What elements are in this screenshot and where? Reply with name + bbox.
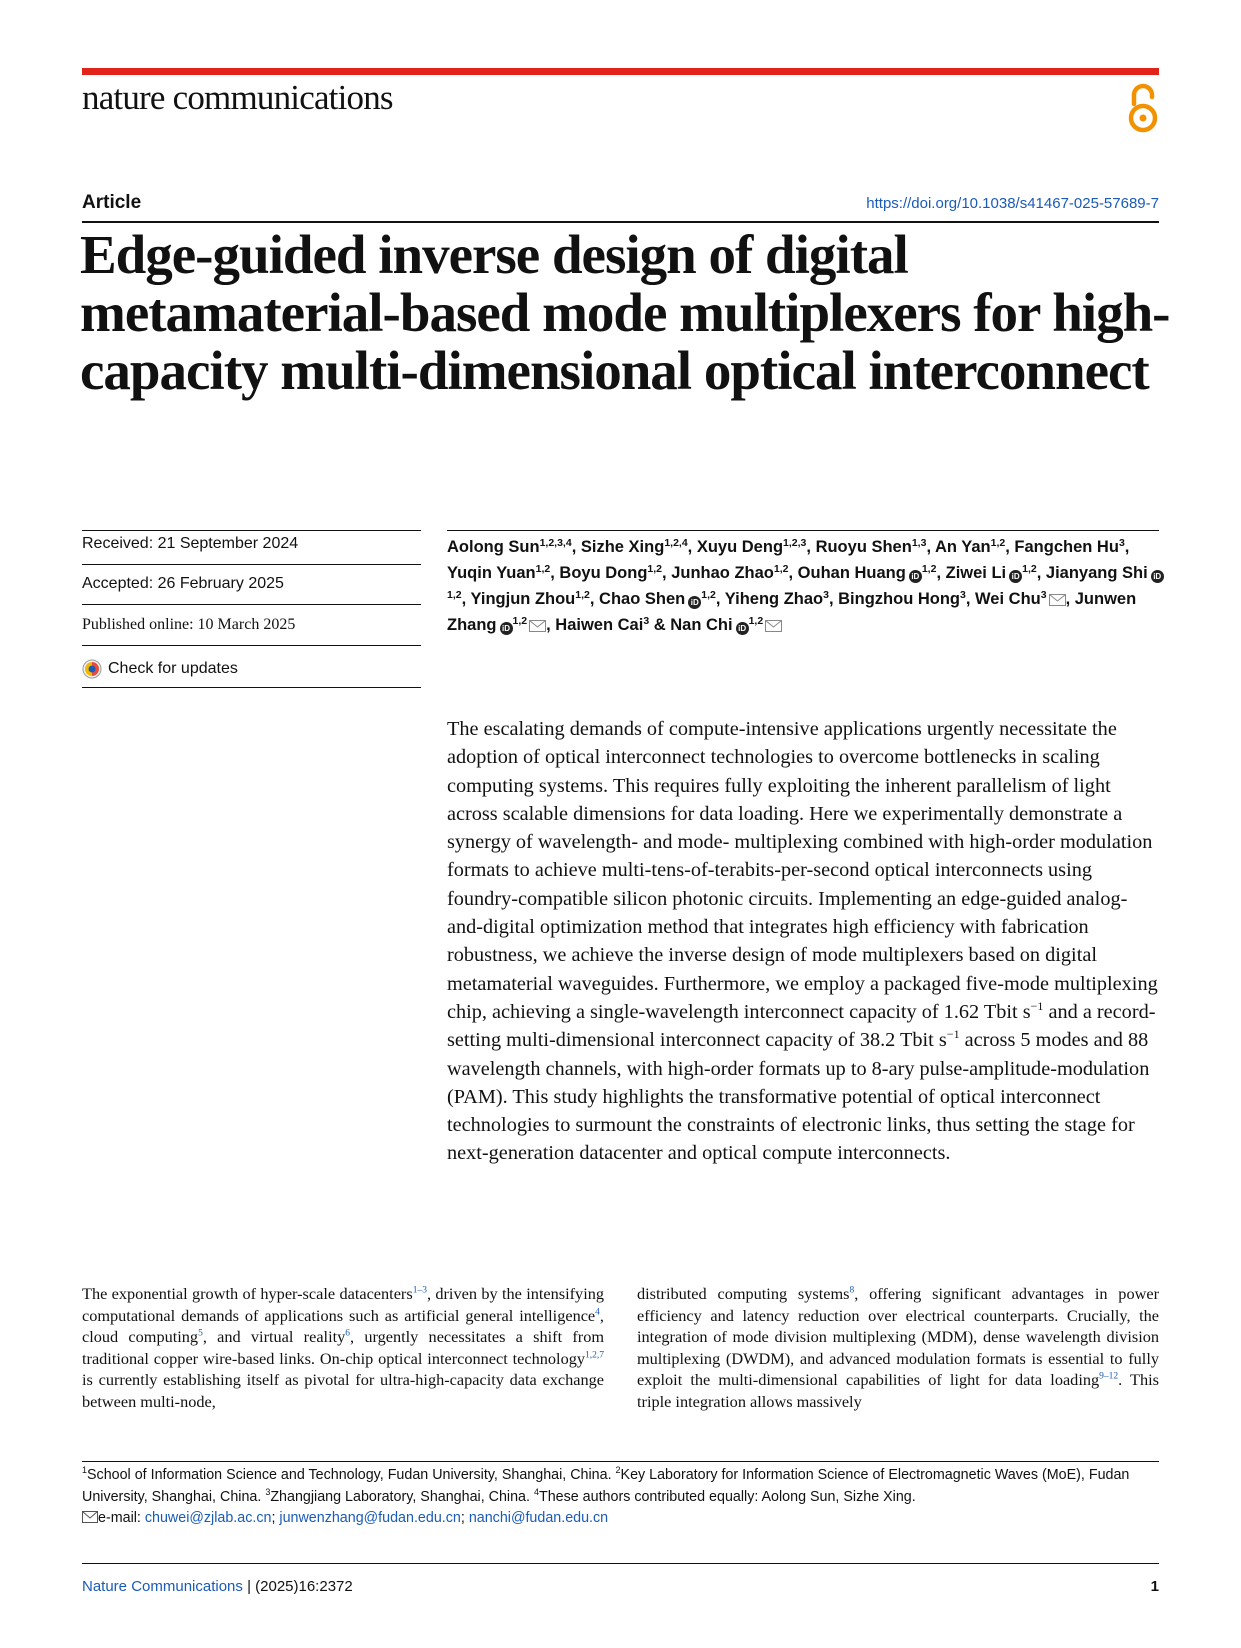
email-link-junwenzhang[interactable]: junwenzhang@fudan.edu.cn [279, 1510, 461, 1526]
author-name[interactable]: Boyu Dong [559, 564, 648, 582]
author-affiliation: 3 [643, 615, 650, 627]
author-affiliation: 1,2 [447, 589, 462, 601]
author-affiliation: 1,2 [773, 563, 789, 575]
affiliations-footnote: $^1$School of Information Science and Technology, Fudan University, Shanghai, China. $^2$Key Laboratory for Information Science of Electromagnetic Waves (MoE), Fudan University, Shanghai, China. $^3$Zhangjiang Laboratory, Shanghai, China. $^4$These authors contributed equally: Aolong Sun, Sizhe Xing. e-mail: chuwei@zjlab.ac.cn; junwenzhang@fudan.edu.cn; nanchi@fudan.edu.cn [82, 1465, 1130, 1526]
author-affiliation: 1,2 [921, 563, 937, 575]
accepted-date: Accepted: 26 February 2025 [82, 575, 284, 592]
author-affiliation: 1,2 [701, 589, 716, 601]
author-affiliation: 1,2 [990, 537, 1006, 549]
author-name[interactable]: Yingjun Zhou [470, 590, 576, 608]
reference-link[interactable]: 5 [198, 1328, 203, 1339]
author-name[interactable]: Fangchen Hu [1014, 538, 1119, 556]
reference-link[interactable]: 4 [595, 1307, 600, 1318]
orcid-icon[interactable]: iD [1009, 570, 1022, 583]
author-affiliation: 1,2 [1022, 563, 1037, 575]
author-name[interactable]: Bingzhou Hong [838, 590, 961, 608]
orcid-icon[interactable]: iD [1151, 570, 1164, 583]
author-name[interactable]: Ziwei Li [945, 564, 1007, 582]
reference-link[interactable]: 1–3 [412, 1285, 427, 1296]
article-title: Edge-guided inverse design of digital metamaterial-based mode multiplexers for high-capacity multi-dimensional optical interconnect [80, 224, 1170, 401]
author-name[interactable]: Haiwen Cai [555, 616, 644, 634]
header-accent-bar [82, 68, 1159, 75]
reference-link[interactable]: 6 [345, 1328, 351, 1339]
author-name[interactable]: Chao Shen [599, 590, 686, 608]
journal-name: nature communications [82, 78, 393, 117]
published-date: Published online: 10 March 2025 [82, 616, 296, 633]
author-affiliation: 1,2 [512, 615, 528, 627]
author-affiliation: 3 [1040, 589, 1047, 601]
author-name[interactable]: Yuqin Yuan [447, 564, 536, 582]
author-affiliation: 1,2,4 [664, 537, 688, 549]
author-name[interactable]: Sizhe Xing [580, 538, 665, 556]
check-updates-label: Check for updates [108, 660, 238, 677]
body-column-left: The exponential growth of hyper-scale datacenters$^{1-3}$, driven by the intensifying computational demands of applications such as artificial general intelligence$^4$, cloud computing$^5$, and virtual reality$^6$, urgently necessitates a shift from traditional copper wire-based links. On-chip optical interconnect technology$^{1,2,7}$ is currently establishing itself as pivotal for ultra-high-capacity data exchange between multi-node, [82, 1284, 605, 1411]
email-link-chuwei[interactable]: chuwei@zjlab.ac.cn [144, 1510, 272, 1526]
author-name[interactable]: Nan Chi [670, 616, 733, 634]
footer-journal-link[interactable]: Nature Communications [82, 1578, 243, 1595]
orcid-icon[interactable]: iD [500, 622, 513, 635]
abstract: The escalating demands of compute-intensive applications urgently necessitate the adoption of optical interconnect technologies to overcome bottlenecks in scaling computing systems. This requires fully exploiting the inherent parallelism of light across scalable dimensions for data loading. Here we experimentally demonstrate a synergy of wavelength- and mode- multiplexing combined with high-order modulation formats to achieve multi-tens-of-terabits-per-second optical interconnects using foundry-compatible silicon photonic circuits. Implementing an edge-guided analog-and-digital optimization method that integrates high efficiency with fabrication robustness, we achieve the inverse design of mode multiplexers based on digital metamaterial waveguides. Furthermore, we employ a packaged five-mode multiplexing chip, achieving a single-wavelength interconnect capacity of 1.62 Tbit $s^{-1}$ and a record-setting multi-dimensional interconnect capacity of 38.2 Tbit $s^{-1}$ across 5 modes and 88 wavelength channels, with high-order formats up to 8-ary pulse-amplitude-modulation (PAM). This study highlights the transformative potential of optical interconnect technologies to surmount the constraints of electronic links, thus setting the stage for next-generation datacenter and optical compute interconnects. [447, 718, 1158, 1165]
meta-rule-3 [82, 645, 421, 646]
received-date: Received: 21 September 2024 [82, 535, 299, 552]
author-name[interactable]: Aolong Sun [447, 538, 540, 556]
author-affiliation: 1,2 [575, 589, 590, 601]
author-affiliation: 1,2 [535, 563, 551, 575]
orcid-icon[interactable]: iD [688, 596, 701, 609]
doi-link[interactable]: https://doi.org/10.1038/s41467-025-57689-7 [866, 195, 1159, 212]
author-affiliation: 1,2 [748, 615, 764, 627]
author-name[interactable]: Jianyang Shi [1045, 564, 1148, 582]
email-link-nanchi[interactable]: nanchi@fudan.edu.cn [468, 1510, 609, 1526]
author-name[interactable]: Yiheng Zhao [724, 590, 824, 608]
meta-rule-2 [82, 604, 421, 605]
author-name[interactable]: An Yan [935, 538, 991, 556]
author-list: Aolong Sun$^{1,2,3,4}$, Sizhe Xing$^{1,2,4}$, Xuyu Deng$^{1,2,3}$, Ruoyu Shen$^{1,3}$, An Yan$^{1,2}$, Fangchen Hu$^3$, Yuqin Yuan$^{1,2}$, Boyu Dong$^{1,2}$, Junhao Zhao$^{1,2}$, Ouhan Huang iD$^{1,2}$, Ziwei Li iD$^{1,2}$, Jianyang Shi iD$^{1,2}$, Yingjun Zhou$^{1,2}$, Chao Shen iD$^{1,2}$, Yiheng Zhao$^3$, Bingzhou Hong$^3$, Wei Chu$^3$ , Junwen Zhang iD$^{1,2}$ , Haiwen Cai$^3$ & Nan Chi iD$^{1,2}$ [447, 534, 1167, 638]
check-updates-icon [82, 659, 102, 679]
email-icon[interactable] [765, 620, 782, 632]
footnote-rule [82, 1461, 1159, 1462]
orcid-icon[interactable]: iD [909, 570, 922, 583]
meta-rule-1 [82, 564, 421, 565]
author-name[interactable]: Ouhan Huang [797, 564, 906, 582]
footer-rule [82, 1563, 1159, 1564]
author-affiliation: 3 [1118, 537, 1125, 549]
reference-link[interactable]: 1,2,7 [585, 1350, 604, 1361]
article-type: Article [82, 192, 142, 213]
footer-citation: Nature Communications | (2025)16:2372 [82, 1578, 353, 1595]
check-for-updates-link[interactable] [82, 659, 238, 679]
open-access-icon[interactable] [1124, 82, 1162, 134]
author-affiliation: 3 [823, 589, 829, 601]
author-affiliation: 1,2 [647, 563, 663, 575]
email-icon[interactable] [529, 620, 546, 632]
body-column-right: distributed computing systems$^8$, offering significant advantages in power efficiency and latency reduction over electrical counterparts. Crucially, the integration of mode division multiplexing (MDM), dense wavelength division multiplexing (DWDM), and advanced modulation formats is essential to fully exploit the multi-dimensional capabilities of light for data loading$^{9-12}$. This triple integration allows massively [637, 1284, 1160, 1411]
author-affiliation: 3 [960, 589, 966, 601]
author-name[interactable]: Wei Chu [975, 590, 1041, 608]
author-name[interactable]: Xuyu Deng [696, 538, 784, 556]
reference-link[interactable]: 8 [849, 1285, 855, 1296]
meta-bottom-rule [82, 687, 421, 688]
envelope-icon [82, 1511, 98, 1523]
reference-link[interactable]: 9–12 [1099, 1371, 1119, 1382]
authors-top-rule [447, 530, 1159, 531]
author-name[interactable]: Junwen Zhang [447, 590, 1137, 634]
email-icon[interactable] [1049, 594, 1066, 606]
author-name[interactable]: Junhao Zhao [671, 564, 774, 582]
meta-top-rule [82, 530, 421, 531]
author-name[interactable]: Ruoyu Shen [815, 538, 912, 556]
author-affiliation: 1,2,3,4 [539, 537, 572, 549]
orcid-icon[interactable]: iD [736, 622, 749, 635]
page-number: 1 [1150, 1578, 1159, 1595]
author-affiliation: 1,3 [911, 537, 927, 549]
author-affiliation: 1,2,3 [783, 537, 807, 549]
title-rule [82, 221, 1159, 223]
